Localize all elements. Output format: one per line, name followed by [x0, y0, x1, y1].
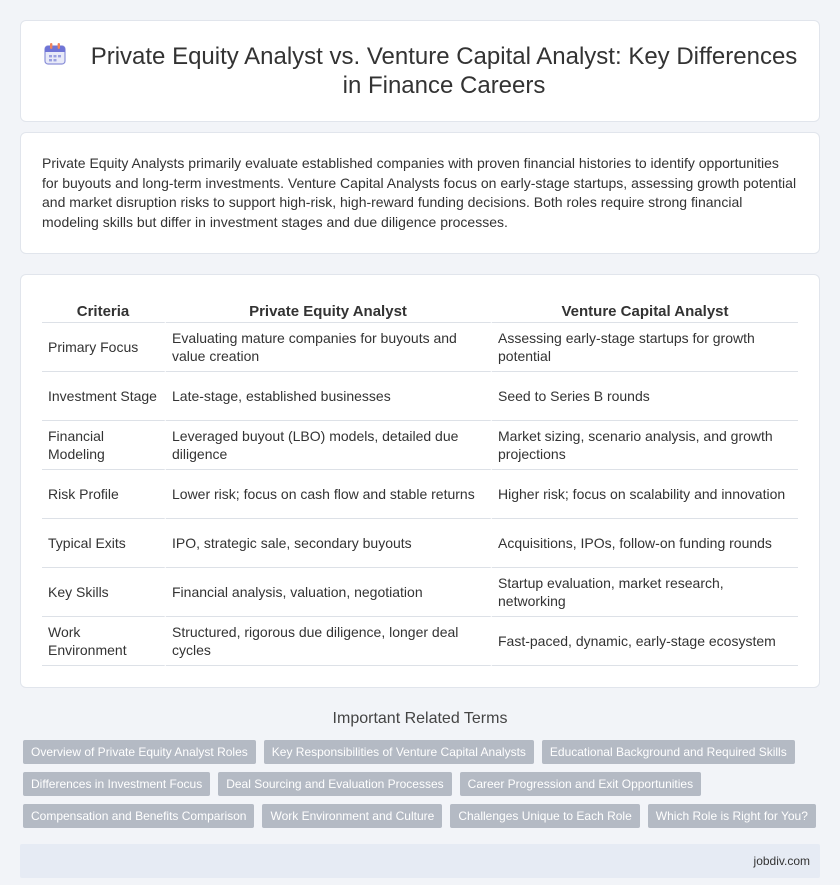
venture-capital-cell: Seed to Series B rounds — [492, 372, 798, 421]
column-header-venture-capital: Venture Capital Analyst — [492, 299, 798, 323]
related-term-tag[interactable]: Which Role is Right for You? — [648, 804, 816, 828]
table-row — [42, 617, 798, 666]
venture-capital-cell: Acquisitions, IPOs, follow-on funding rounds — [492, 519, 798, 568]
venture-capital-cell: Higher risk; focus on scalability and innovation — [492, 470, 798, 519]
table-row — [42, 421, 798, 470]
related-terms-title: Important Related Terms — [332, 710, 508, 727]
private-equity-cell: Late-stage, established businesses — [166, 372, 492, 421]
related-terms-list — [20, 740, 820, 828]
table-row — [42, 323, 798, 372]
table-header-row — [42, 299, 798, 323]
private-equity-cell: Leveraged buyout (LBO) models, detailed due diligence — [166, 421, 492, 470]
private-equity-cell: IPO, strategic sale, secondary buyouts — [166, 519, 492, 568]
private-equity-cell: Evaluating mature companies for buyouts and value creation — [166, 323, 492, 372]
private-equity-cell: Lower risk; focus on cash flow and stable returns — [166, 470, 492, 519]
column-header-criteria: Criteria — [42, 299, 166, 323]
table-row — [42, 372, 798, 421]
criteria-cell: Typical Exits — [42, 519, 166, 568]
related-term-tag[interactable]: Compensation and Benefits Comparison — [23, 804, 254, 828]
page-header — [20, 20, 820, 122]
criteria-cell: Work Environment — [42, 617, 166, 666]
table-row — [42, 470, 798, 519]
intro-text: Private Equity Analysts primarily evaluate established companies with proven financial histories to identify opportunities for buyouts and long-term investments. Venture Capital Analysts focus on early-stage startups, assessing growth potential and market disruption risks to support high-risk, high-reward funding decisions. Both roles require strong financial modeling skills but differ in investment stages and due diligence processes. — [42, 155, 797, 230]
related-term-tag[interactable]: Key Responsibilities of Venture Capital Analysts — [264, 740, 534, 764]
criteria-cell: Risk Profile — [42, 470, 166, 519]
table-row — [42, 519, 798, 568]
criteria-cell: Key Skills — [42, 568, 166, 617]
venture-capital-cell: Fast-paced, dynamic, early-stage ecosystem — [492, 617, 798, 666]
intro-card — [20, 132, 820, 254]
criteria-cell: Primary Focus — [42, 323, 166, 372]
venture-capital-cell: Market sizing, scenario analysis, and growth projections — [492, 421, 798, 470]
footer — [20, 844, 820, 878]
related-term-tag[interactable]: Differences in Investment Focus — [23, 772, 210, 796]
footer-site-name[interactable]: jobdiv.com — [753, 854, 810, 868]
private-equity-cell: Financial analysis, valuation, negotiation — [166, 568, 492, 617]
related-term-tag[interactable]: Challenges Unique to Each Role — [450, 804, 639, 828]
related-term-tag[interactable]: Work Environment and Culture — [262, 804, 442, 828]
calendar-icon — [41, 40, 69, 68]
related-term-tag[interactable]: Career Progression and Exit Opportunities — [460, 772, 701, 796]
related-term-tag[interactable]: Educational Background and Required Skills — [542, 740, 795, 764]
related-term-tag[interactable]: Overview of Private Equity Analyst Roles — [23, 740, 256, 764]
venture-capital-cell: Startup evaluation, market research, networking — [492, 568, 798, 617]
private-equity-cell: Structured, rigorous due diligence, longer deal cycles — [166, 617, 492, 666]
comparison-table — [42, 299, 798, 666]
table-row — [42, 568, 798, 617]
comparison-card — [20, 274, 820, 688]
criteria-cell: Financial Modeling — [42, 421, 166, 470]
page-title: Private Equity Analyst vs. Venture Capital Analyst: Key Differences in Finance Careers — [90, 43, 798, 99]
related-term-tag[interactable]: Deal Sourcing and Evaluation Processes — [218, 772, 451, 796]
venture-capital-cell: Assessing early-stage startups for growth potential — [492, 323, 798, 372]
criteria-cell: Investment Stage — [42, 372, 166, 421]
column-header-private-equity: Private Equity Analyst — [166, 299, 492, 323]
